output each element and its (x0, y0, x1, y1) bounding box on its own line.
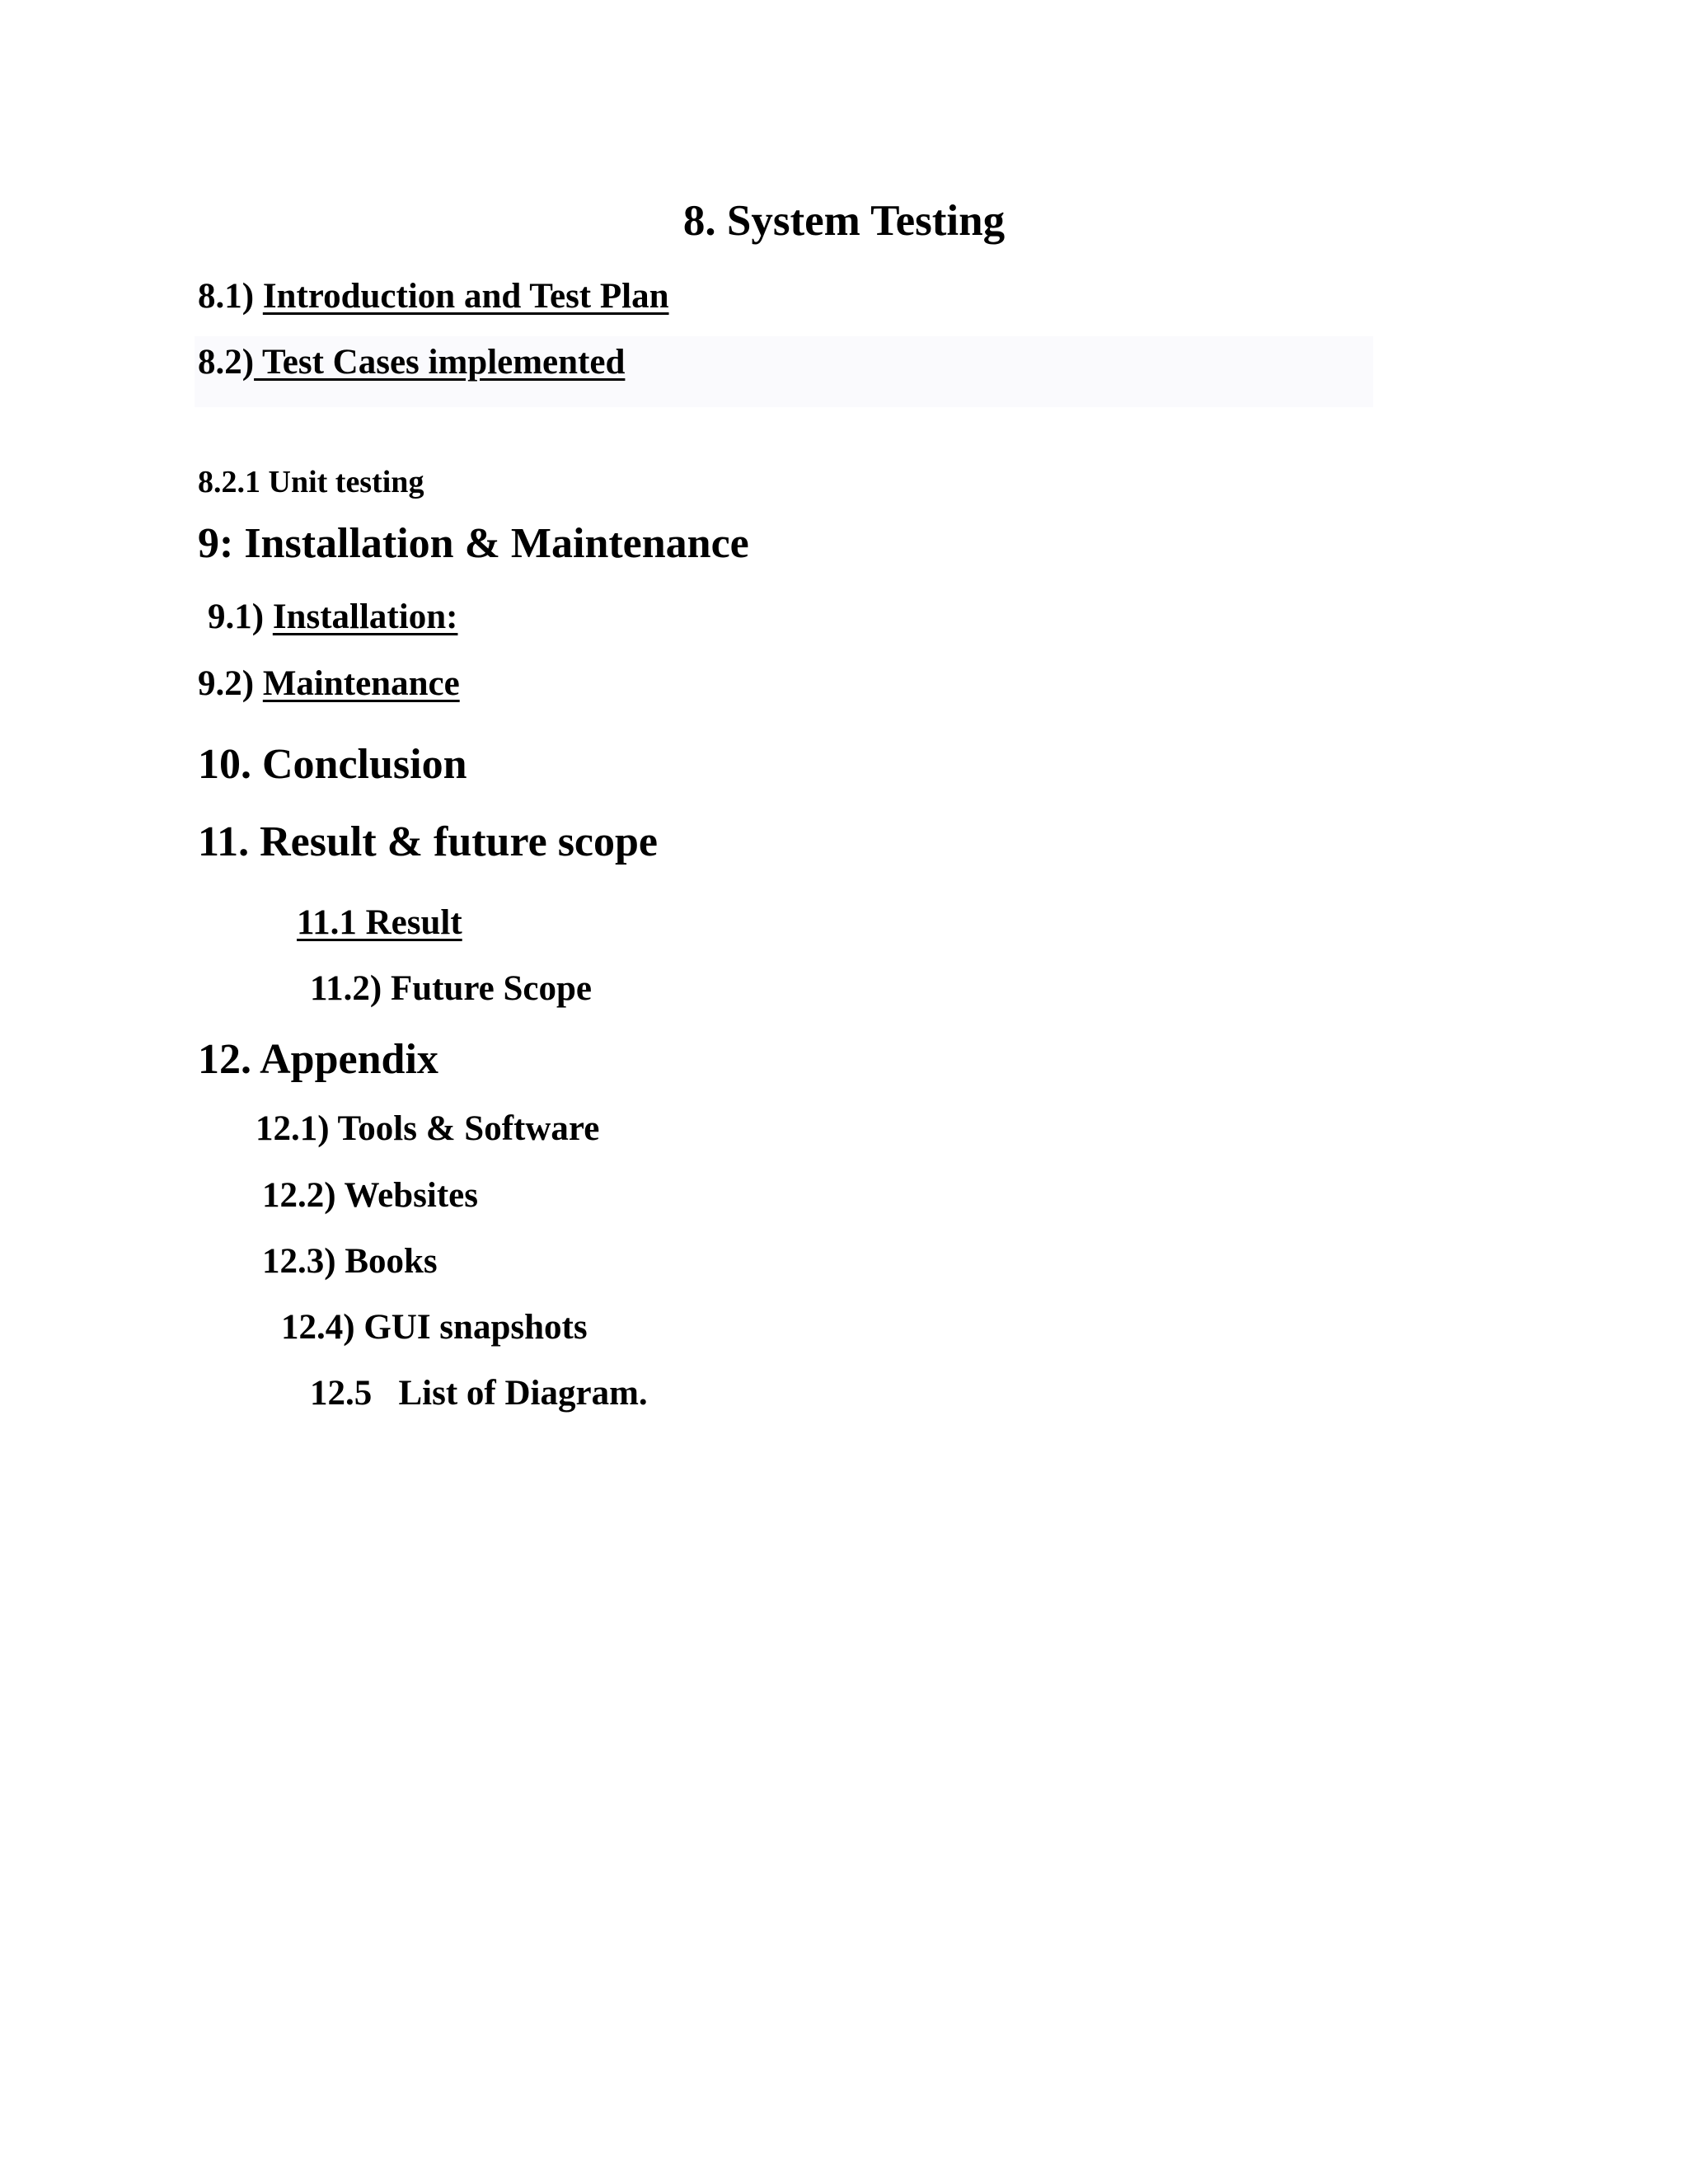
toc-link-test-cases-implemented[interactable]: Test Cases implemented (254, 343, 626, 382)
toc-link-introduction-test-plan[interactable]: Introduction and Test Plan (262, 277, 669, 316)
toc-number: 8.1) (198, 277, 263, 316)
toc-entry-8-1 (198, 279, 669, 314)
toc-entry-12-2: 12.2) Websites (262, 1176, 478, 1215)
toc-entry-11-1 (297, 905, 462, 940)
toc-entry-12-3: 12.3) Books (262, 1242, 438, 1281)
toc-link-installation[interactable]: Installation: (272, 598, 458, 636)
toc-entry-12-4: 12.4) GUI snapshots (281, 1308, 588, 1347)
toc-entry-9-2 (198, 666, 460, 701)
toc-entry-9-1 (208, 599, 457, 635)
toc-number: 9.2) (198, 664, 263, 703)
toc-number: 9.1) (208, 598, 273, 636)
toc-number: 8.2) (198, 343, 255, 382)
toc-link-maintenance[interactable]: Maintenance (262, 664, 460, 703)
section-heading-conclusion: 10. Conclusion (198, 741, 467, 788)
toc-entry-8-2 (198, 344, 625, 380)
section-heading-result-future-scope: 11. Result & future scope (198, 818, 659, 865)
toc-link-result[interactable]: 11.1 Result (297, 903, 462, 942)
toc-entry-11-2: 11.2) Future Scope (310, 969, 593, 1008)
section-title-system-testing: 8. System Testing (682, 197, 1006, 245)
section-heading-installation-maintenance: 9: Installation & Maintenance (198, 520, 749, 567)
toc-entry-8-2-1: 8.2.1 Unit testing (198, 465, 424, 499)
toc-entry-12-1: 12.1) Tools & Software (256, 1109, 600, 1148)
toc-entry-12-5: 12.5 List of Diagram. (310, 1374, 648, 1413)
section-heading-appendix: 12. Appendix (198, 1036, 438, 1083)
